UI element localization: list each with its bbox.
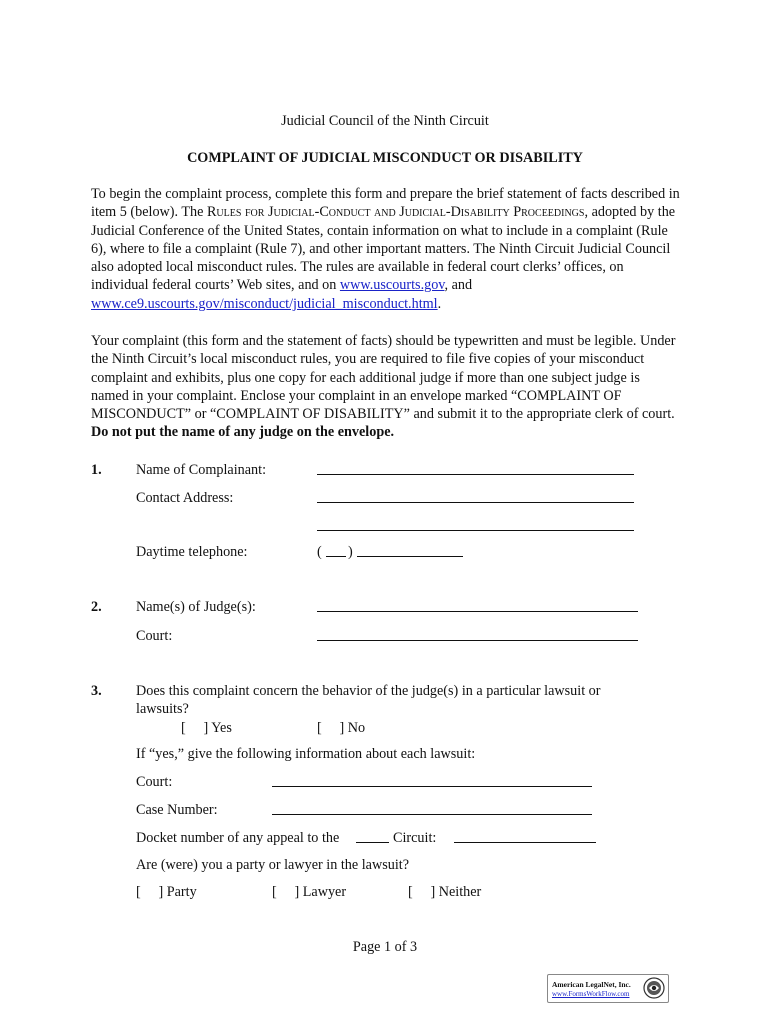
legalnet-logo-icon xyxy=(643,977,665,999)
rules-title: Rules for Judicial-Conduct and Judicial-Disability Proceedings xyxy=(206,204,585,221)
case-number-label: Case Number: xyxy=(136,802,218,818)
intro-text-b: , adopted by the Judicial Conference of the United States, contain information on what to include in a complaint (Rule 6), where to file a complaint (Rule 7), and other important matters. The Ninth Circuit Judicial Council also adopted local misconduct rules. The rules are available in federal court clerks’ offices, on individual federal courts’ Web sites, and on xyxy=(91,204,676,294)
area-code-open-paren: ( xyxy=(317,544,322,560)
lawsuit-question-line-1: Does this complaint concern the behavior of the judge(s) in a particular lawsuit or xyxy=(136,683,601,699)
appeal-circuit-name-field[interactable] xyxy=(356,842,389,843)
page-number: Page 1 of 3 xyxy=(352,939,418,955)
section-2-number: 2. xyxy=(91,599,102,615)
intro-text-c: , and xyxy=(444,277,473,294)
envelope-warning: Do not put the name of any judge on the envelope. xyxy=(91,424,395,441)
council-heading: Judicial Council of the Ninth Circuit xyxy=(281,113,489,129)
lawsuit-court-field[interactable] xyxy=(272,786,592,787)
section-3-number: 3. xyxy=(91,683,102,699)
badge-company-name: American LegalNet, Inc. xyxy=(552,980,631,989)
lawsuit-question-line-2: lawsuits? xyxy=(136,701,189,717)
contact-address-label: Contact Address: xyxy=(136,490,234,506)
judge-court-label: Court: xyxy=(136,628,173,644)
badge-website-link[interactable]: www.FormsWorkFlow.com xyxy=(552,990,630,998)
instructions-text: Your complaint (this form and the statement of facts) should be typewritten and must be legible. Under the Ninth Circuit’s local misconduct rules, you are required to file five copies of your misconduct complaint and exhibits, plus one copy for each additional judge if more than one subject judge is named in your complaint. Enclose your complaint in an envelope marked “COMPLAINT OF MISCONDUCT” or “COMPLAINT OF DISABILITY” and submit it to the appropriate clerk of court. xyxy=(91,333,676,423)
complainant-name-field[interactable] xyxy=(317,474,634,475)
instructions-paragraph xyxy=(91,332,681,442)
contact-address-field-1[interactable] xyxy=(317,502,634,503)
if-yes-instruction: If “yes,” give the following information about each lawsuit: xyxy=(136,746,476,762)
no-checkbox[interactable]: [ ] No xyxy=(317,720,366,736)
contact-address-field-2[interactable] xyxy=(317,530,634,531)
daytime-telephone-label: Daytime telephone: xyxy=(136,544,248,560)
intro-text-d: . xyxy=(437,295,442,312)
area-code-close-paren: ) xyxy=(348,544,353,560)
american-legalnet-badge xyxy=(547,974,669,1003)
complainant-name-label: Name of Complainant: xyxy=(136,462,267,478)
party-or-lawyer-question: Are (were) you a party or lawyer in the lawsuit? xyxy=(136,857,409,873)
intro-text-a: To begin the complaint process, complete this form and prepare the brief statement of facts described in item 5 (below). The xyxy=(91,186,680,221)
lawyer-checkbox[interactable]: [ ] Lawyer xyxy=(272,884,347,900)
telephone-number-field[interactable] xyxy=(357,556,463,557)
yes-checkbox[interactable]: [ ] Yes xyxy=(181,720,232,736)
judges-name-label: Name(s) of Judge(s): xyxy=(136,599,256,615)
neither-checkbox[interactable]: [ ] Neither xyxy=(408,884,482,900)
uscourts-link[interactable]: www.uscourts.gov xyxy=(339,277,445,294)
form-title: COMPLAINT OF JUDICIAL MISCONDUCT OR DISABILITY xyxy=(187,150,583,166)
intro-paragraph xyxy=(91,185,681,313)
case-number-field[interactable] xyxy=(272,814,592,815)
circuit-label: Circuit: xyxy=(393,830,437,846)
section-1-number: 1. xyxy=(91,462,102,478)
area-code-field[interactable] xyxy=(326,556,346,557)
lawsuit-court-label: Court: xyxy=(136,774,173,790)
party-checkbox[interactable]: [ ] Party xyxy=(136,884,197,900)
docket-number-label: Docket number of any appeal to the xyxy=(136,830,340,846)
judges-name-field[interactable] xyxy=(317,611,638,612)
judge-court-field[interactable] xyxy=(317,640,638,641)
ce9-misconduct-link[interactable]: www.ce9.uscourts.gov/misconduct/judicial_misconduct.html xyxy=(91,295,438,312)
docket-number-field[interactable] xyxy=(454,842,596,843)
